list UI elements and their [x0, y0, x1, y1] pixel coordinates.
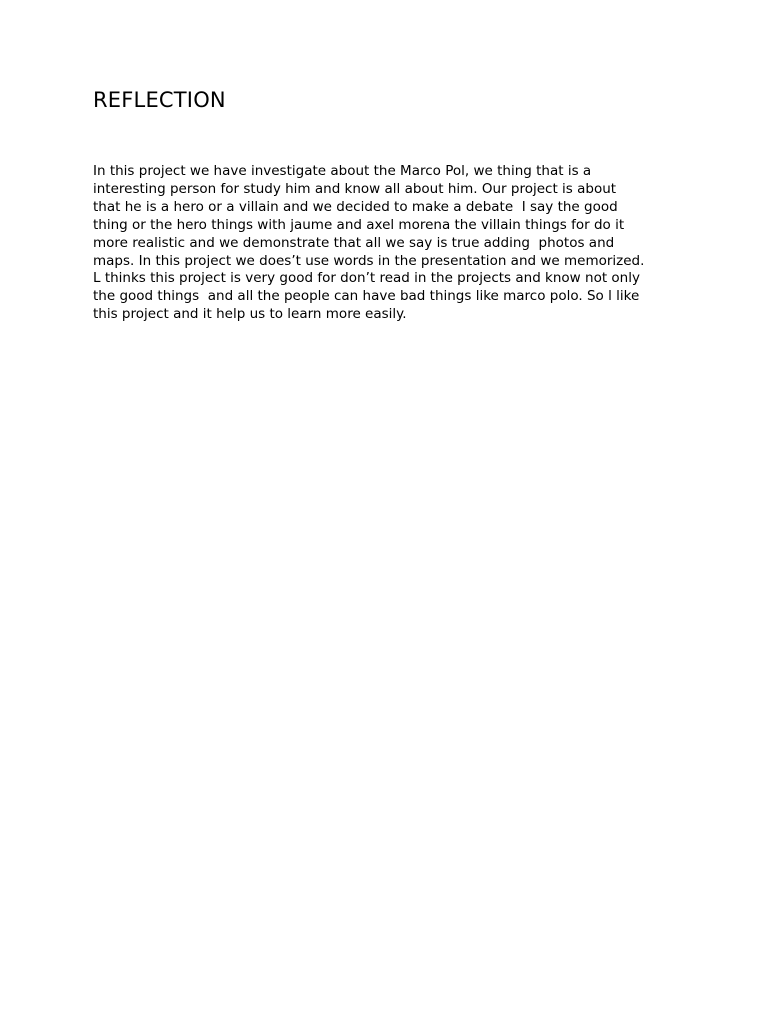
paragraph-line: thing or the hero things with jaume and axel morena the villain things for do it — [93, 216, 625, 233]
paragraph-line: more realistic and we demonstrate that all we say is true adding photos and — [93, 234, 615, 251]
paragraph-line: maps. In this project we does’t use words in the presentation and we memorized. — [93, 252, 645, 269]
reflection-paragraph — [93, 163, 693, 324]
document-title: REFLECTION — [93, 88, 226, 112]
paragraph-line: that he is a hero or a villain and we decided to make a debate I say the good — [93, 198, 618, 215]
paragraph-line: L thinks this project is very good for don’t read in the projects and know not only — [93, 270, 640, 287]
paragraph-line: In this project we have investigate about the Marco Pol, we thing that is a — [93, 163, 592, 179]
paragraph-line: interesting person for study him and know all about him. Our project is about — [93, 180, 617, 197]
paragraph-line: the good things and all the people can have bad things like marco polo. So l like — [93, 288, 640, 305]
paragraph-line: this project and it help us to learn more easily. — [93, 306, 407, 323]
